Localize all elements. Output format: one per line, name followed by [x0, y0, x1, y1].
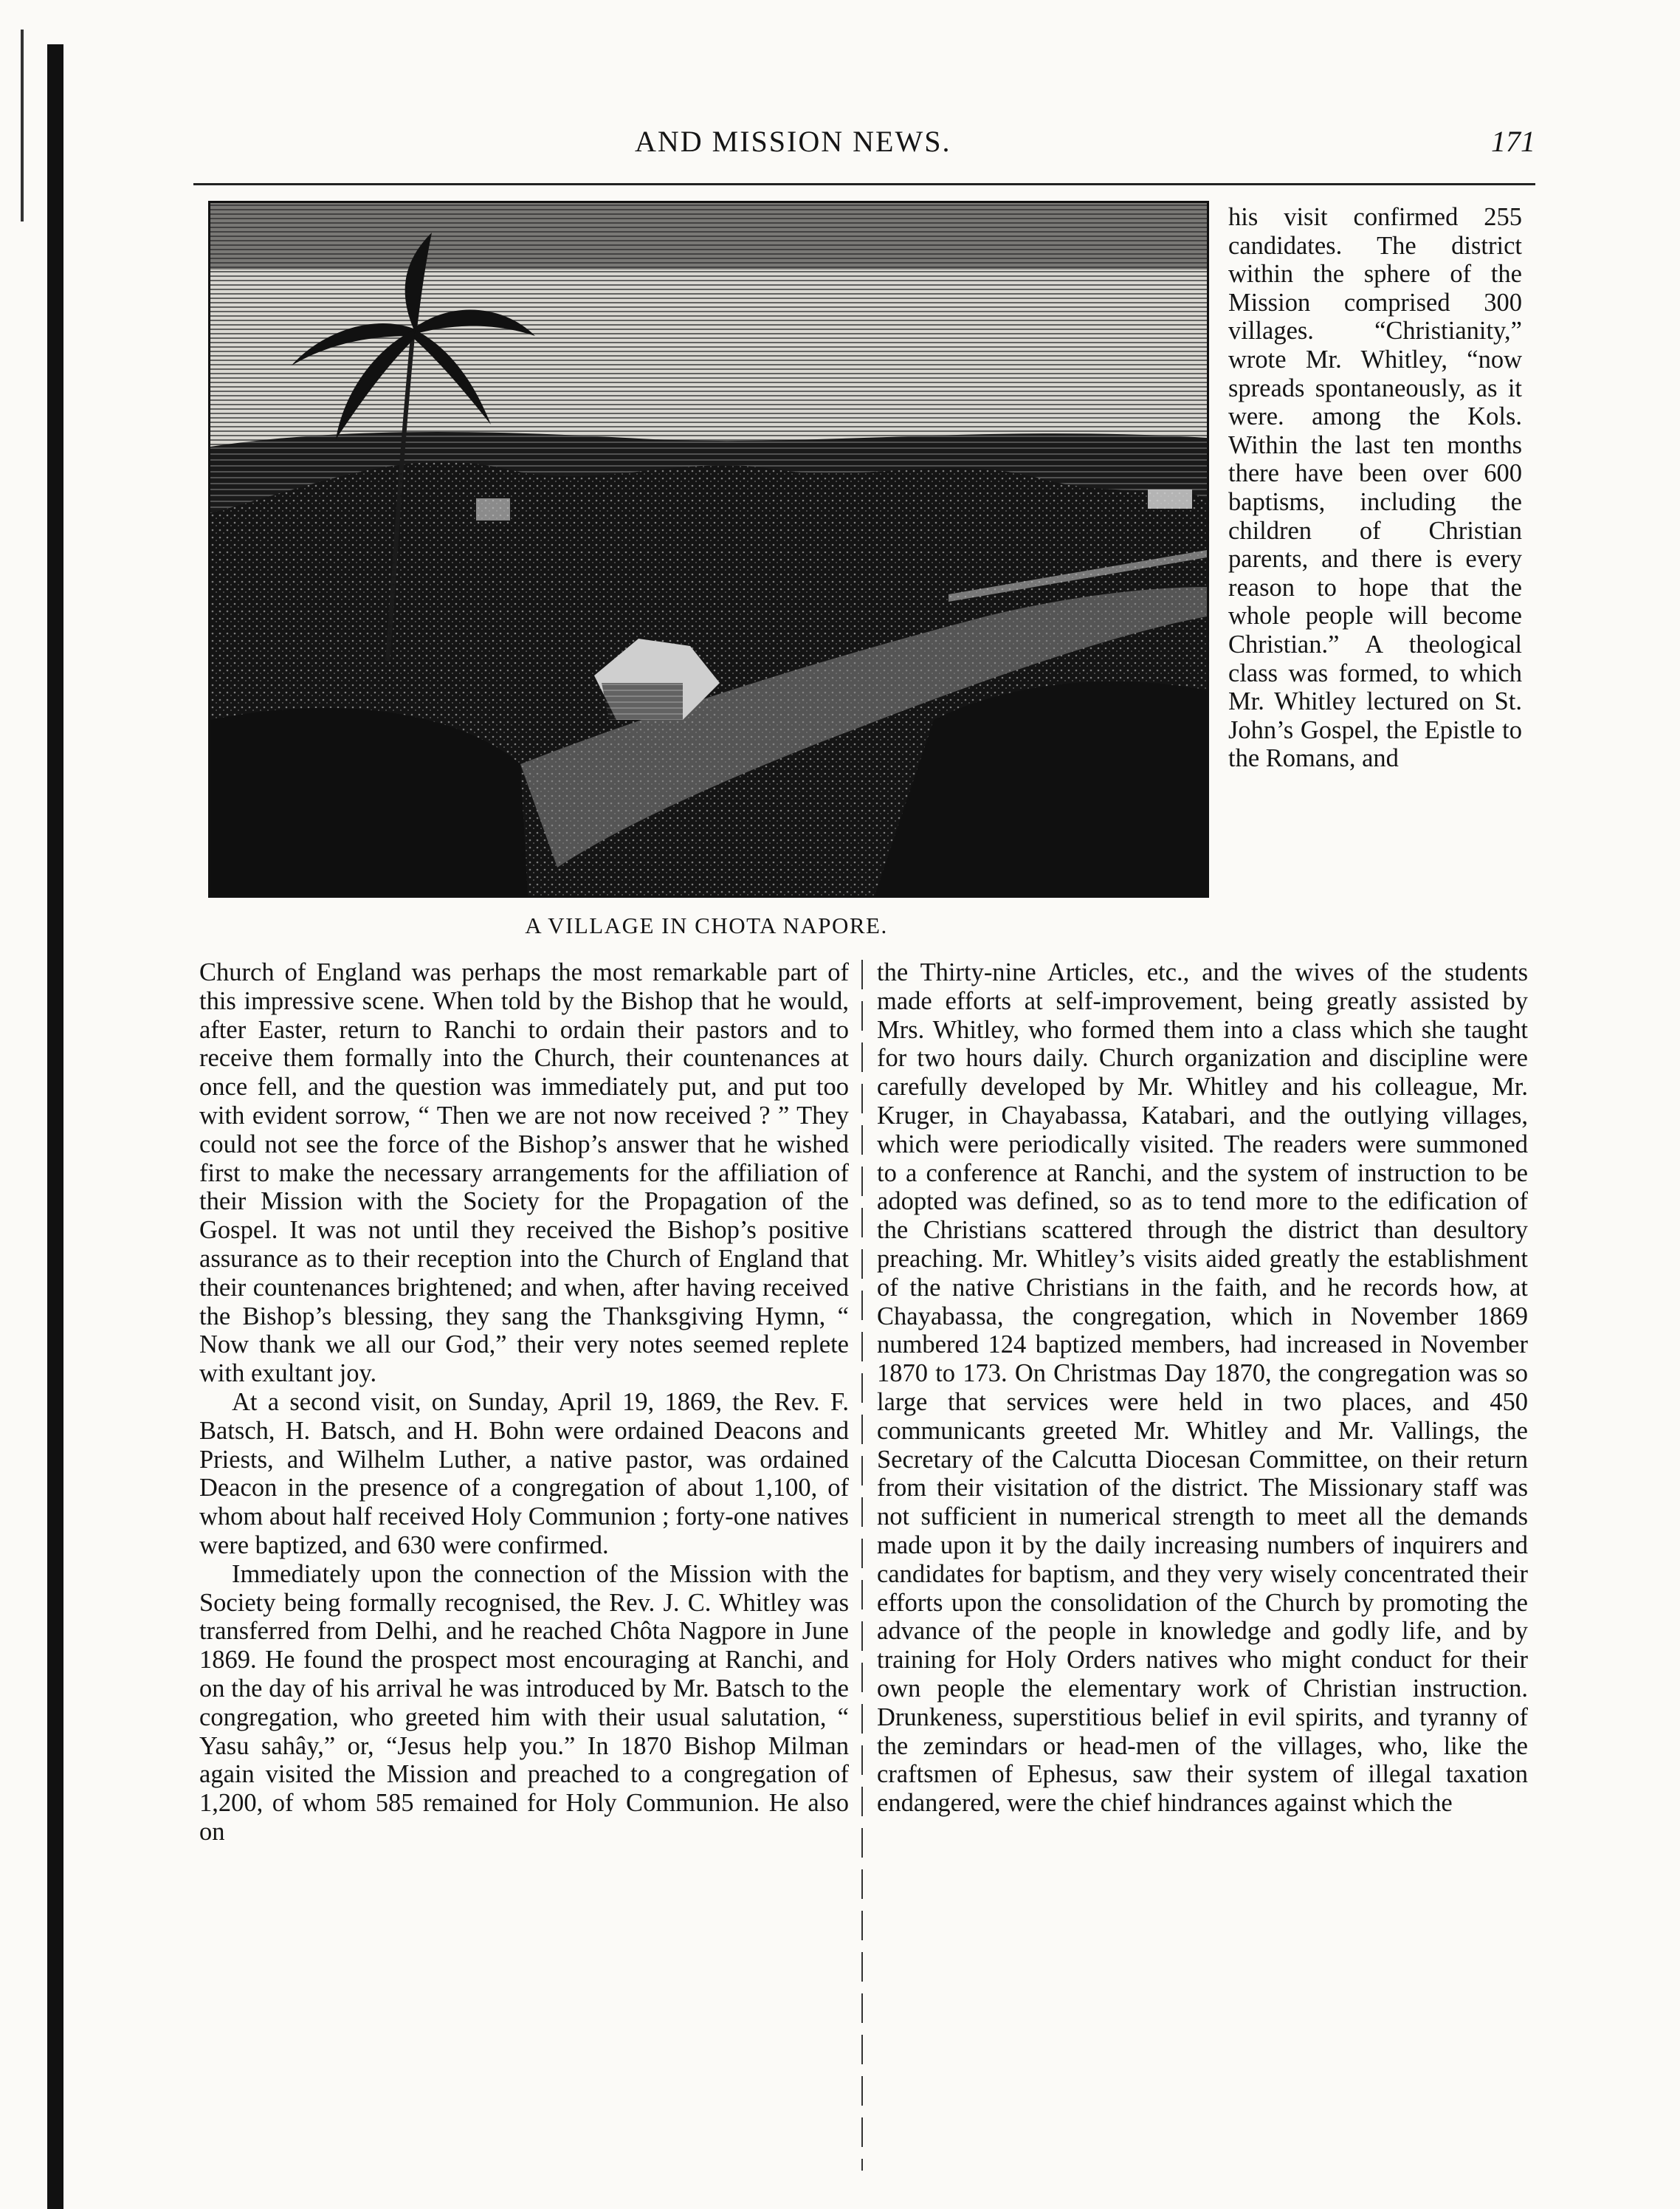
paragraph: At a second visit, on Sunday, April 19, 1869, the Rev. F. Batsch, H. Batsch, and H. Bohn were ordained Deacons and Priests, and Wilhelm Luther, a native pastor, was ordained Deacon in the presence of a congregation of about 1,100, of whom about half received Holy Communion ; forty-one natives were baptized, and 630 were confirmed. [199, 1387, 849, 1559]
page-header [192, 124, 1535, 176]
side-column-text: his visit confirmed 255 candidates. The district within the sphere of the Mission comprised 300 villages. “Christianity,” wrote Mr. Whitley, “now spreads spontaneously, as it were. among the Kols. Within the last ten months there have been over 600 baptisms, including the children of Christian parents, and there is every reason to hope that the whole people will become Christian.” A theological class was formed, to which Mr. Whitley lectured on St. John’s Gospel, the Epistle to the Romans, and [1228, 203, 1522, 773]
paragraph: Immediately upon the connection of the Mission with the Society being formally recognised, the Rev. J. C. Whitley was transferred from Delhi, and he reached Chôta Nagpore in June 1869. He found the prospect most encouraging at Ranchi, and on the day of his arrival he was introduced by Mr. Batsch to the congregation, who greeted him with their usual salutation, “ Yasu sahây,” or, “Jesus help you.” In 1870 Bishop Milman again visited the Mission and preached to a congregation of 1,200, of whom 585 remained for Holy Communion. He also on [199, 1559, 849, 1846]
left-column [199, 958, 849, 1846]
binding-edge [47, 44, 63, 2209]
column-divider [861, 960, 863, 2171]
paragraph: the Thirty-nine Articles, etc., and the wives of the students made efforts at self-improvement, being greatly assisted by Mrs. Whitley, who formed them into a class which she taught for two hours daily. Church organization and discipline were carefully developed by Mr. Whitley and his colleague, Mr. Kruger, in Chayabassa, Katabari, and the outlying villages, which were periodically visited. The readers were summoned to a conference at Ranchi, and the system of instruction to be adopted was defined, so as to tend more to the edification of the Christians scattered through the district than desultory preaching. Mr. Whitley’s visits aided greatly the establishment of the native Christians in the faith, and he records how, at Chayabassa, the congregation, which in November 1869 numbered 124 baptized members, had increased in November 1870 to 173. On Christmas Day 1870, the congregation was so large that services were held in two places, and 450 communicants greeted Mr. Whitley and Mr. Vallings, the Secretary of the Calcutta Diocesan Committee, on their return from their visitation of the district. The Missionary staff was not sufficient in numerical strength to meet all the demands made upon it by the daily increasing numbers of inquirers and candidates for baptism, and they very wisely concentrated their efforts upon the consolidation of the Church by promoting the advance of the people in knowledge and godly life, and by training for Holy Orders natives who might conduct for their own people the elementary work of Christian instruction. Drunkeness, superstitious belief in evil spirits, and tyranny of the zemindars or head-men of the villages, who, like the craftsmen of Ephesus, saw their system of illegal taxation endangered, were the chief hindrances against which the [877, 958, 1528, 1818]
paragraph: Church of England was perhaps the most remarkable part of this impressive scene. When told by the Bishop that he would, after Easter, return to Ranchi to ordain their pastors and to receive them formally into the Church, their countenances at once fell, and the question was immediately put, and put too with evident sorrow, “ Then we are not now received ? ” They could not see the force of the Bishop’s answer that he wished first to make the necessary arrangements for the affiliation of their Mission with the Society for the Propagation of the Gospel. It was not until they received the Bishop’s positive assurance as to their reception into the Church of England that their countenances brightened; and when, after having received the Bishop’s blessing, they sang the Thanksgiving Hymn, “ Now thank we all our God,” their very notes seemed replete with exultant joy. [199, 958, 849, 1388]
header-rule [193, 183, 1535, 185]
figure-caption: A VILLAGE IN CHOTA NAPORE. [525, 913, 888, 938]
running-title: AND MISSION NEWS. [635, 125, 951, 158]
binding-mark [21, 30, 24, 221]
village-engraving [208, 201, 1209, 898]
page-number: 171 [1491, 125, 1535, 158]
right-column [877, 958, 1528, 1818]
